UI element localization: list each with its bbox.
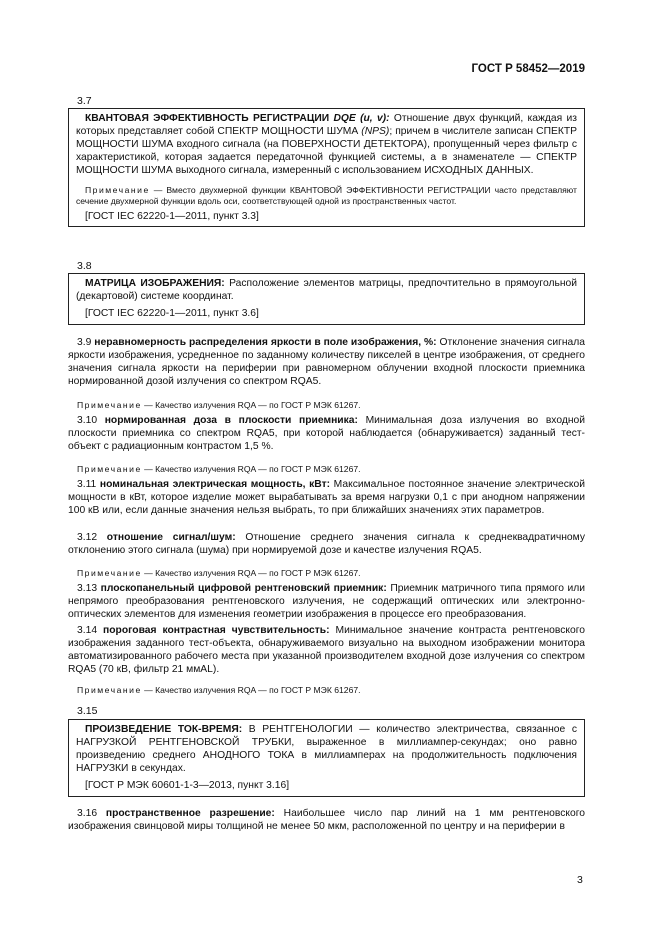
note-3-7 (76, 185, 577, 207)
definition-3-14 (68, 625, 585, 677)
term-3-14: пороговая контрастная чувствительность: (103, 625, 330, 636)
definition-box-3-15 (68, 719, 585, 797)
term-3-10: нормированная доза в плоскости приемника: (104, 415, 358, 426)
note-3-12 (77, 568, 361, 579)
definition-3-13 (68, 583, 585, 622)
definition-box-3-7 (68, 108, 585, 227)
definition-text: Отношение двух функций, каждая из которых представляет собой СПЕКТР МОЩНОСТИ ШУМА (76, 113, 577, 137)
definition-text: Расположение элементов матрицы, предпочтительно в прямоугольной (декартовой) системе координат. (76, 278, 577, 302)
definition-3-8 (76, 278, 577, 304)
section-number-3-10: 3.10 (77, 415, 98, 426)
definition-text: Минимальное значение контраста рентгеновского изображения заданного тест-объекта, обнаруживаемого визуально на выходном изображении монитора автоматизированного рабочего места при указанной производителем входной дозе излучения со спектром RQA5 (70 кВ, фильтр 21 ммAL). (68, 625, 585, 675)
definition-box-3-8 (68, 273, 585, 325)
definition-text: ; причем в числителе записан СПЕКТР МОЩНОСТИ ШУМА входного сигнала (на ПОВЕРХНОСТИ ДЕТЕКТОРА), пропущенный через фильтр с характеристикой, которая задается передаточной функцией системы, а в знаменателе — СПЕКТР МОЩНОСТИ ШУМА выходного сигнала, измеренный с использованием ИСХОДНЫХ ДАННЫХ. (76, 125, 577, 176)
term-3-8: МАТРИЦА ИЗОБРАЖЕНИЯ: (85, 278, 225, 289)
definition-text: В РЕНТГЕНОЛОГИИ — количество электричества, связанное с НАГРУЗКОЙ РЕНТГЕНОВСКОЙ ТРУБКИ, выраженное в миллиампер-секундах; оно равно произведению среднего АНОДНОГО ТОКА в миллиамперах на продолжительность подключения НАГРУЗКИ в секундах. (76, 724, 577, 774)
note-label: Примечание (77, 685, 142, 695)
term-3-12: отношение сигнал/шум: (106, 532, 236, 543)
note-text: — Качество излучения RQA — по ГОСТ Р МЭК 61267. (141, 568, 361, 578)
reference-3-7: [ГОСТ IEC 62220-1—2011, пункт 3.3] (85, 210, 259, 222)
note-text: — Качество излучения RQA — по ГОСТ Р МЭК 61267. (141, 685, 361, 695)
definition-3-10 (68, 415, 585, 454)
definition-3-16 (68, 808, 585, 834)
definition-text: Отношение среднего значения сигнала к среднеквадратичному отклонению этого сигнала (шума) при нормируемой дозе и качестве излучения RQA5. (68, 532, 585, 556)
definition-3-15 (76, 724, 577, 776)
note-text: — Вместо двухмерной функции КВАНТОВОЙ ЭФФЕКТИВНОСТИ РЕГИСТРАЦИИ часто представляют сечение двухмерной функции вдоль оси, соответствующей одной из пространственных частот. (76, 184, 577, 206)
term-3-15: ПРОИЗВЕДЕНИЕ ТОК-ВРЕМЯ: (85, 724, 243, 735)
note-label: Примечание (77, 568, 142, 578)
note-label: Примечание (85, 184, 150, 195)
section-number-3-11: 3.11 (77, 479, 97, 490)
reference-3-8: [ГОСТ IEC 62220-1—2011, пункт 3.6] (85, 307, 259, 319)
document-header: ГОСТ Р 58452—2019 (471, 63, 585, 75)
section-number-3-8: 3.8 (77, 260, 92, 272)
note-text: — Качество излучения RQA — по ГОСТ Р МЭК 61267. (141, 400, 361, 410)
note-3-10 (77, 464, 361, 475)
definition-text: Минимальная доза излучения во входной плоскости приемника со спектром RQA5, при которой наблюдается (обнаруживается) заданный тест-объект с радиационным контрастом 1,5 %. (68, 415, 585, 452)
section-number-3-13: 3.13 (77, 583, 98, 594)
term-3-13: плоскопанельный цифровой рентгеновский приемник: (100, 583, 387, 594)
section-number-3-7: 3.7 (77, 95, 92, 107)
section-number-3-9: 3.9 (77, 337, 92, 348)
reference-3-15: [ГОСТ Р МЭК 60601-1-3—2013, пункт 3.16] (85, 779, 290, 791)
symbol-dqe: DQE (u, v): (333, 113, 390, 124)
definition-3-7 (76, 113, 577, 178)
definition-text: Наибольшее число пар линий на 1 мм рентгеновского изображения свинцовой миры толщиной не менее 50 мкм, расположенной по центру и на периферии в (68, 808, 585, 832)
section-number-3-15: 3.15 (77, 705, 98, 717)
definition-3-11 (68, 479, 585, 518)
definition-text: Приемник матричного типа прямого или непрямого преобразования рентгеновского излучения, не содержащий оптических или электронно-оптических элементов для изменения геометрии изображения в процессе его преобразования. (68, 583, 585, 620)
note-3-9 (77, 400, 361, 411)
note-label: Примечание (77, 464, 142, 474)
note-label: Примечание (77, 400, 142, 410)
symbol-nps: (NPS) (361, 125, 390, 137)
note-text: — Качество излучения RQA — по ГОСТ Р МЭК 61267. (141, 464, 361, 474)
definition-text: Отклонение значения сигнала яркости изображения, усредненное по заданному количеству пикселей в центре изображения, от среднего значения сигнала яркости на периферии при равномерном облучении входной плоскости приемника нормированной дозой излучения со спектром RQA5. (68, 337, 585, 387)
term-3-11: номинальная электрическая мощность, кВт: (99, 479, 331, 490)
section-number-3-12: 3.12 (77, 532, 98, 543)
definition-text: Максимальное постоянное значение электрической мощности в кВт, которое изделие может вырабатывать за время нагрузки 0,1 с при анодном напряжении 100 кВ или, если данные значения нельзя выбрать, то при ближайших значениях этих параметров. (68, 479, 585, 516)
term-3-9: неравномерность распределения яркости в поле изображения, %: (94, 337, 437, 348)
term-3-16: пространственное разрешение: (105, 808, 275, 819)
note-3-14 (77, 685, 361, 696)
page-number: 3 (577, 874, 583, 886)
term-3-7: КВАНТОВАЯ ЭФФЕКТИВНОСТЬ РЕГИСТРАЦИИ (85, 113, 330, 124)
definition-3-9 (68, 337, 585, 389)
section-number-3-16: 3.16 (77, 808, 98, 819)
definition-3-12 (68, 532, 585, 558)
section-number-3-14: 3.14 (77, 625, 98, 636)
